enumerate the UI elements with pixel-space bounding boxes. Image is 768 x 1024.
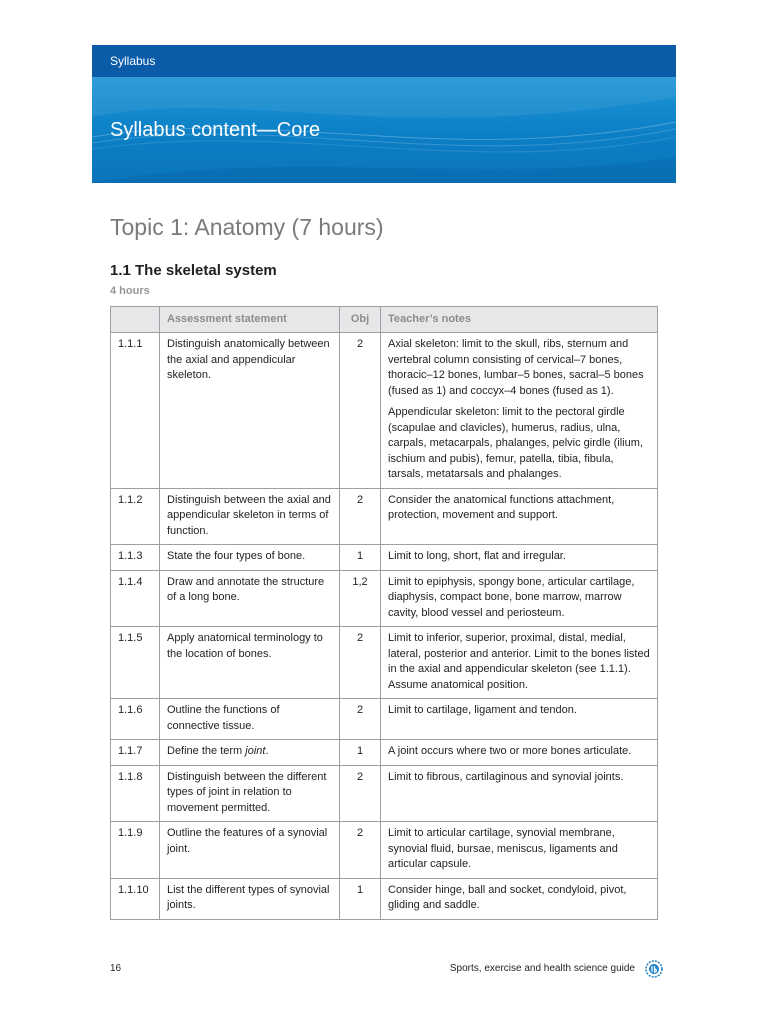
row-statement: Distinguish between the different types of joint in relation to movement permitted. [160, 765, 340, 822]
table-row [111, 878, 658, 919]
page-title: Syllabus content—Core [110, 119, 321, 141]
row-id: 1.1.8 [111, 765, 160, 822]
table-row [111, 740, 658, 766]
syllabus-table [110, 306, 658, 920]
section-hours: 4 hours [110, 285, 150, 297]
statement-text: . [265, 745, 269, 757]
table-row [111, 699, 658, 740]
header-statement: Assessment statement [160, 307, 340, 333]
row-id: 1.1.5 [111, 627, 160, 699]
notes-paragraph: Appendicular skeleton: limit to the pectoral girdle (scapulae and clavicles), humerus, radius, ulna, carpals, metacarpals, phalanges, pelvic girdle (ilium, ischium and pubis), femur, patella, tibia, fibula, tarsals, metatarsals and phalanges. [388, 406, 643, 480]
row-obj: 1 [340, 740, 381, 766]
title-banner [92, 77, 676, 183]
row-notes: Limit to epiphysis, spongy bone, articular cartilage, diaphysis, compact bone, bone marrow, marrow cavity, blood vessel and periosteum. [381, 570, 658, 627]
topic-title: Topic 1: Anatomy (7 hours) [110, 214, 384, 240]
row-statement: Outline the functions of connective tissue. [160, 699, 340, 740]
row-statement: Apply anatomical terminology to the location of bones. [160, 627, 340, 699]
row-obj: 2 [340, 699, 381, 740]
row-obj: 2 [340, 627, 381, 699]
section-title: 1.1 The skeletal system [110, 262, 277, 279]
row-obj: 2 [340, 822, 381, 879]
header-id [111, 307, 160, 333]
page-number: 16 [110, 963, 122, 974]
statement-term: joint [245, 745, 266, 757]
section-label-bar [92, 45, 676, 77]
ib-logo-icon [645, 960, 663, 978]
statement-text: Define the term [167, 745, 246, 757]
row-obj: 2 [340, 333, 381, 489]
row-id: 1.1.7 [111, 740, 160, 766]
row-id: 1.1.2 [111, 488, 160, 545]
row-statement [160, 740, 340, 766]
table-header-row [111, 307, 658, 333]
row-notes: Limit to inferior, superior, proximal, distal, medial, lateral, posterior and anterior. Limit to the bones listed in the axial and appendicular skeleton (see 1.1.1). Assume anatomical position. [381, 627, 658, 699]
section-label: Syllabus [110, 54, 156, 68]
row-id: 1.1.9 [111, 822, 160, 879]
row-id: 1.1.6 [111, 699, 160, 740]
row-id: 1.1.3 [111, 545, 160, 571]
row-id: 1.1.1 [111, 333, 160, 489]
row-notes: Limit to long, short, flat and irregular. [381, 545, 658, 571]
table-row [111, 570, 658, 627]
row-notes: A joint occurs where two or more bones articulate. [381, 740, 658, 766]
row-obj: 2 [340, 488, 381, 545]
row-statement: Draw and annotate the structure of a long bone. [160, 570, 340, 627]
row-obj: 2 [340, 765, 381, 822]
row-notes: Limit to articular cartilage, synovial membrane, synovial fluid, bursae, meniscus, ligaments and articular capsule. [381, 822, 658, 879]
row-notes: Limit to cartilage, ligament and tendon. [381, 699, 658, 740]
row-id: 1.1.4 [111, 570, 160, 627]
table-row [111, 627, 658, 699]
row-notes: Limit to fibrous, cartilaginous and synovial joints. [381, 765, 658, 822]
row-statement: Distinguish anatomically between the axial and appendicular skeleton. [160, 333, 340, 489]
row-notes [381, 333, 658, 489]
row-statement: List the different types of synovial joints. [160, 878, 340, 919]
table-row [111, 545, 658, 571]
table-row [111, 333, 658, 489]
row-notes: Consider the anatomical functions attachment, protection, movement and support. [381, 488, 658, 545]
row-statement: Outline the features of a synovial joint. [160, 822, 340, 879]
row-obj: 1 [340, 878, 381, 919]
notes-paragraph: Axial skeleton: limit to the skull, ribs, sternum and vertebral column consisting of cervical–7 bones, thoracic–12 bones, lumbar–5 bones, sacral–5 bones (fused as 1) and coccyx–4 bones (fused as 1). [388, 338, 644, 397]
table-row [111, 488, 658, 545]
table-row [111, 765, 658, 822]
header-notes: Teacher’s notes [381, 307, 658, 333]
table-row [111, 822, 658, 879]
row-obj: 1,2 [340, 570, 381, 627]
header-obj: Obj [340, 307, 381, 333]
row-statement: Distinguish between the axial and appendicular skeleton in terms of function. [160, 488, 340, 545]
guide-title: Sports, exercise and health science guide [449, 963, 635, 974]
row-obj: 1 [340, 545, 381, 571]
row-id: 1.1.10 [111, 878, 160, 919]
row-statement: State the four types of bone. [160, 545, 340, 571]
row-notes: Consider hinge, ball and socket, condyloid, pivot, gliding and saddle. [381, 878, 658, 919]
